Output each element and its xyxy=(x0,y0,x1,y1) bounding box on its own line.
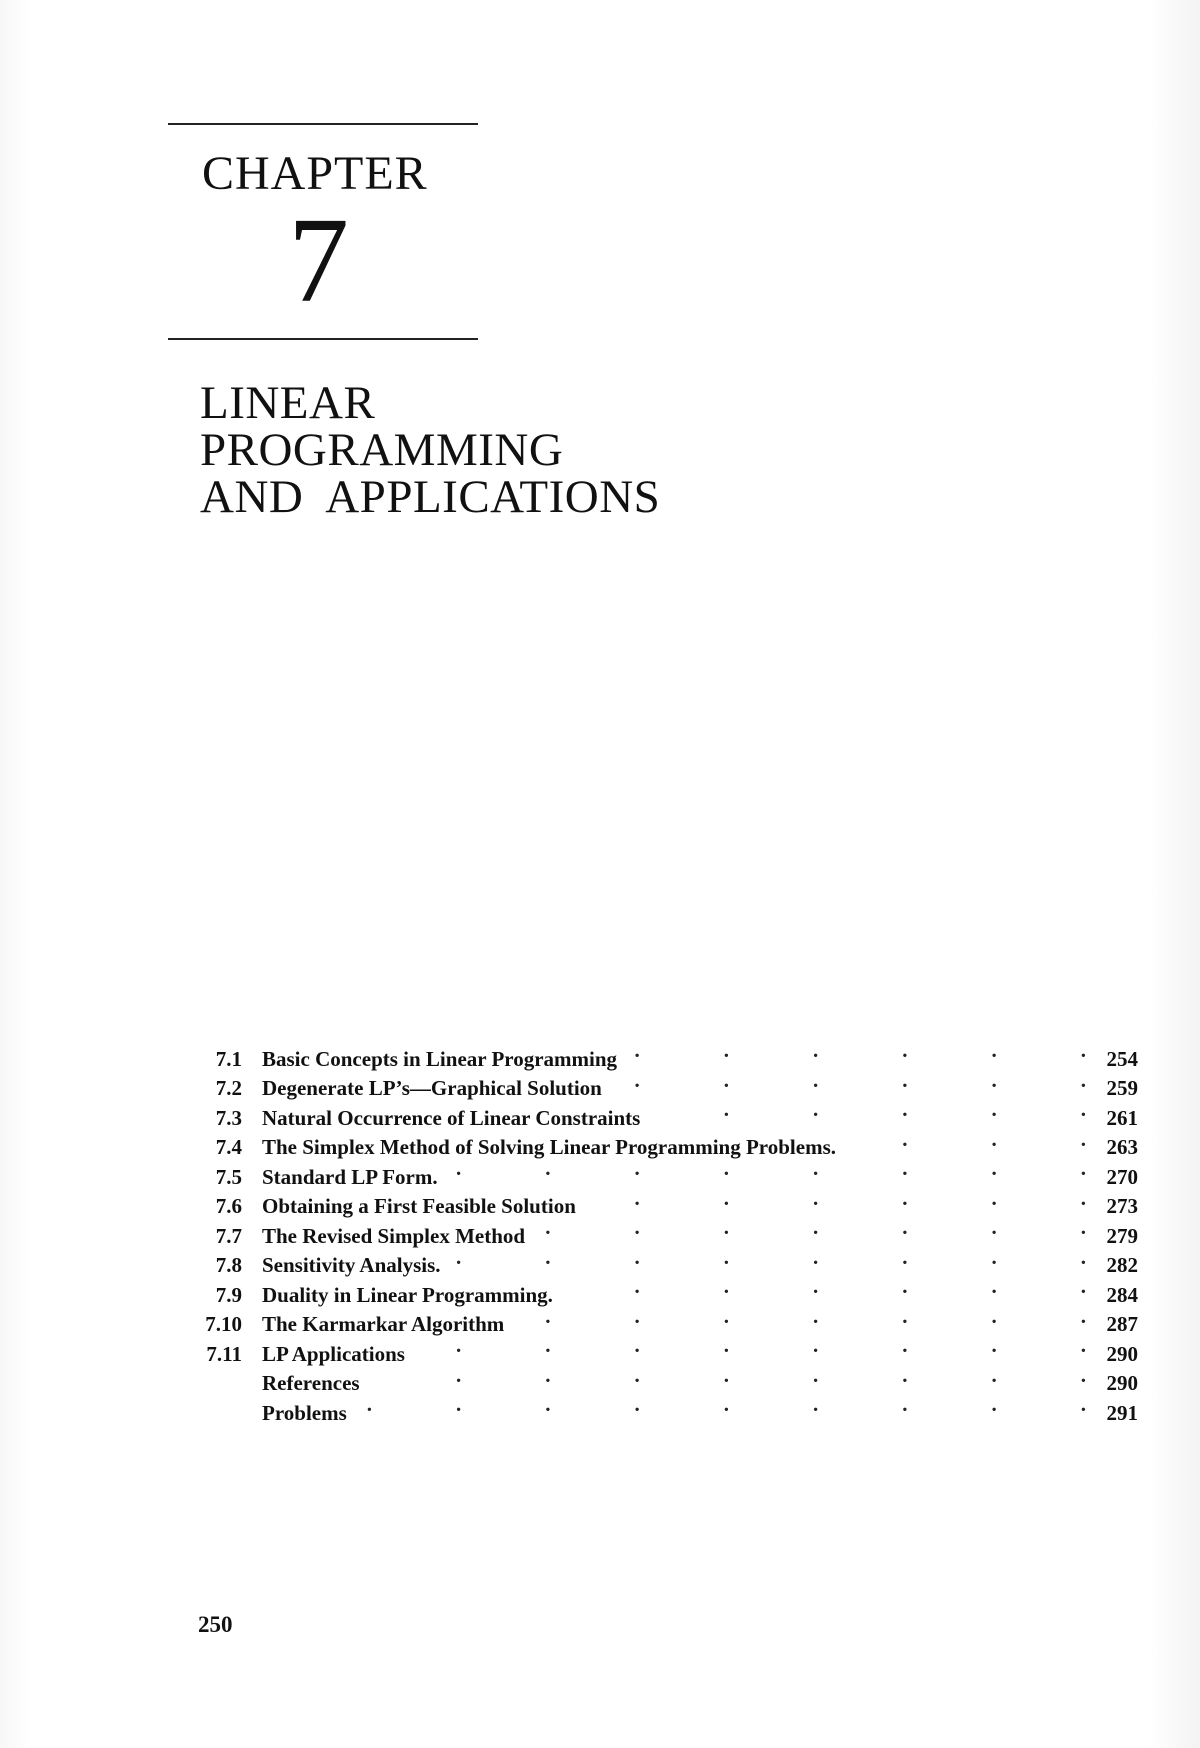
toc-leader-dots xyxy=(518,1302,1086,1332)
toc-section-title: The Karmarkar Algorithm xyxy=(262,1312,505,1336)
toc-page-number: 287 xyxy=(1106,1312,1138,1336)
toc-section-number: 7.5 xyxy=(215,1164,242,1189)
page-number: 250 xyxy=(198,1612,233,1637)
toc-section-number: 7.6 xyxy=(215,1194,242,1218)
toc-page-number: 290 xyxy=(1106,1371,1138,1395)
toc-section-number: 7.8 xyxy=(215,1253,242,1277)
toc-page-number: 291 xyxy=(1106,1400,1138,1425)
toc-section-number: 7.4 xyxy=(215,1135,242,1159)
toc-section-number: 7.2 xyxy=(215,1076,242,1100)
toc-section-title: References xyxy=(262,1371,360,1395)
toc-page-number: 270 xyxy=(1106,1164,1138,1189)
toc-page-number: 279 xyxy=(1106,1223,1138,1248)
toc-leader-dots xyxy=(631,1036,1086,1066)
toc-page-number: 259 xyxy=(1106,1076,1138,1100)
bottom-rule xyxy=(168,338,478,340)
toc-section-title: Standard LP Form. xyxy=(262,1164,438,1189)
toc-leader-dots xyxy=(539,1213,1086,1243)
toc-section-title: Duality in Linear Programming. xyxy=(262,1282,553,1307)
toc-leader-dots xyxy=(455,1243,1086,1273)
toc-leader-dots xyxy=(616,1066,1086,1096)
toc-leader-dots xyxy=(374,1361,1086,1391)
toc-section-title: Problems xyxy=(262,1400,347,1425)
toc-leader-dots xyxy=(567,1272,1086,1302)
toc-page-number: 284 xyxy=(1106,1282,1138,1307)
toc-leader-dots xyxy=(419,1331,1086,1361)
toc-section-number: 7.11 xyxy=(206,1341,242,1366)
toc-section-number: 7.10 xyxy=(205,1312,242,1336)
chapter-title-line: PROGRAMMING xyxy=(200,424,564,476)
chapter-label: CHAPTER xyxy=(202,147,428,200)
toc-section-title: Basic Concepts in Linear Programming xyxy=(262,1046,618,1071)
chapter-title xyxy=(200,377,661,523)
toc-section-title: The Simplex Method of Solving Linear Programming Problems. xyxy=(262,1135,837,1159)
toc-section-title: Degenerate LP’s—Graphical Solution xyxy=(262,1076,602,1100)
toc-section-number: 7.7 xyxy=(215,1223,242,1248)
toc-page-number: 254 xyxy=(1106,1046,1138,1071)
chapter-title-line: AND APPLICATIONS xyxy=(200,471,661,523)
toc-leader-dots xyxy=(850,1125,1086,1155)
toc-page-number: 273 xyxy=(1106,1194,1138,1218)
table-of-contents xyxy=(186,1036,1138,1425)
toc-section-number: 7.9 xyxy=(215,1282,242,1307)
toc-leader-dots xyxy=(590,1184,1086,1214)
toc-section-title: Natural Occurrence of Linear Constraints xyxy=(262,1105,641,1130)
chapter-number: 7 xyxy=(288,193,349,328)
toc-leader-dots xyxy=(452,1154,1086,1184)
toc-section-title: The Revised Simplex Method xyxy=(262,1223,526,1248)
toc-section-number: 7.1 xyxy=(215,1046,242,1071)
toc-page-number: 263 xyxy=(1106,1135,1138,1159)
top-rule xyxy=(168,123,478,125)
toc-page-number: 290 xyxy=(1106,1341,1138,1366)
toc-page-number: 261 xyxy=(1106,1105,1138,1130)
toc-leader-dots xyxy=(361,1390,1086,1420)
chapter-title-line: LINEAR xyxy=(200,377,376,429)
toc-entry[interactable] xyxy=(186,1036,1138,1071)
toc-leader-dots xyxy=(654,1095,1086,1125)
toc-section-number: 7.3 xyxy=(215,1105,242,1130)
toc-section-title: Obtaining a First Feasible Solution xyxy=(262,1194,576,1218)
toc-page-number: 282 xyxy=(1106,1253,1138,1277)
toc-section-title: LP Applications xyxy=(262,1341,405,1366)
toc-section-title: Sensitivity Analysis. xyxy=(262,1253,441,1277)
